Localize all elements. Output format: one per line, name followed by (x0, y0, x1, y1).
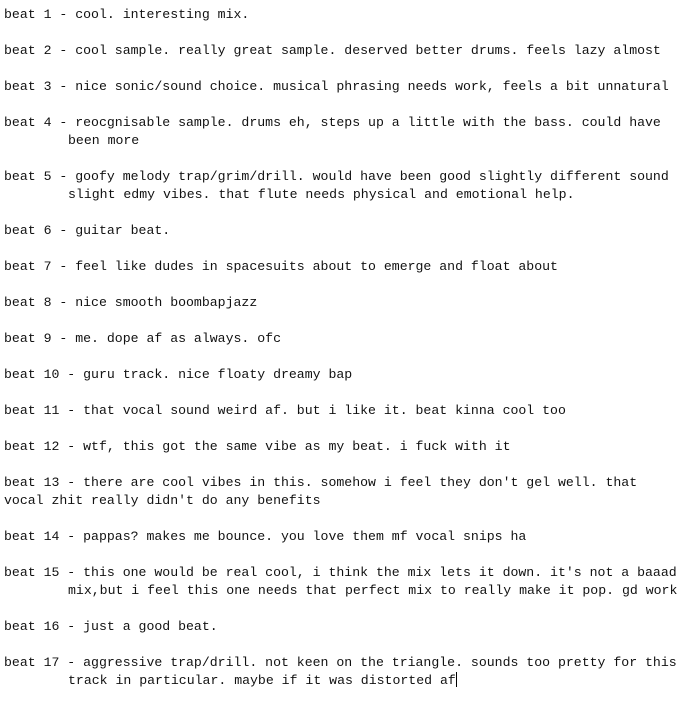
text-cursor (456, 672, 457, 687)
beat-note-line: beat 7 - feel like dudes in spacesuits about to emerge and float about (4, 259, 558, 274)
beat-note (0, 42, 693, 60)
beat-note-line: beat 6 - guitar beat. (4, 223, 171, 238)
beat-note (0, 330, 693, 348)
beat-note-line: beat 14 - pappas? makes me bounce. you love them mf vocal snips ha (4, 529, 527, 544)
beat-note (0, 294, 693, 312)
beat-note-continuation: mix,but i feel this one needs that perfect mix to really make it pop. gd work (68, 583, 678, 598)
beat-notes-list (0, 6, 693, 690)
beat-note-line: beat 4 - reocgnisable sample. drums eh, steps up a little with the bass. could have (4, 115, 661, 130)
beat-note-continuation: slight edmy vibes. that flute needs physical and emotional help. (68, 187, 575, 202)
beat-note-line: beat 12 - wtf, this got the same vibe as my beat. i fuck with it (4, 439, 511, 454)
beat-note-line: beat 16 - just a good beat. (4, 619, 218, 634)
beat-note (0, 6, 693, 24)
beat-note (0, 114, 693, 150)
beat-note (0, 402, 693, 420)
beat-note-line: beat 13 - there are cool vibes in this. somehow i feel they don't gel well. that (4, 475, 638, 490)
beat-note-continuation: been more (68, 133, 140, 148)
beat-note-line: beat 11 - that vocal sound weird af. but i like it. beat kinna cool too (4, 403, 566, 418)
beat-note-line: beat 17 - aggressive trap/drill. not keen on the triangle. sounds too pretty for this (4, 655, 677, 670)
beat-note-continuation: track in particular. maybe if it was distorted af (68, 673, 456, 688)
beat-note-line: beat 1 - cool. interesting mix. (4, 7, 250, 22)
beat-note (0, 438, 693, 456)
beat-note-line: beat 2 - cool sample. really great sample. deserved better drums. feels lazy almost (4, 43, 661, 58)
beat-note-line: beat 3 - nice sonic/sound choice. musical phrasing needs work, feels a bit unnatural (4, 79, 669, 94)
beat-note (0, 258, 693, 276)
beat-note-continuation: vocal zhit really didn't do any benefits (4, 493, 321, 508)
beat-note-line: beat 15 - this one would be real cool, i think the mix lets it down. it's not a baaad (4, 565, 677, 580)
beat-note-line: beat 5 - goofy melody trap/grim/drill. would have been good slightly different sound (4, 169, 669, 184)
beat-note (0, 366, 693, 384)
beat-note-line: beat 10 - guru track. nice floaty dreamy bap (4, 367, 353, 382)
beat-note (0, 618, 693, 636)
beat-note-line: beat 8 - nice smooth boombapjazz (4, 295, 258, 310)
beat-note (0, 654, 693, 690)
beat-note (0, 528, 693, 546)
beat-note (0, 474, 693, 510)
beat-note (0, 222, 693, 240)
beat-note-line: beat 9 - me. dope af as always. ofc (4, 331, 281, 346)
beat-note (0, 78, 693, 96)
beat-note (0, 168, 693, 204)
beat-note (0, 564, 693, 600)
